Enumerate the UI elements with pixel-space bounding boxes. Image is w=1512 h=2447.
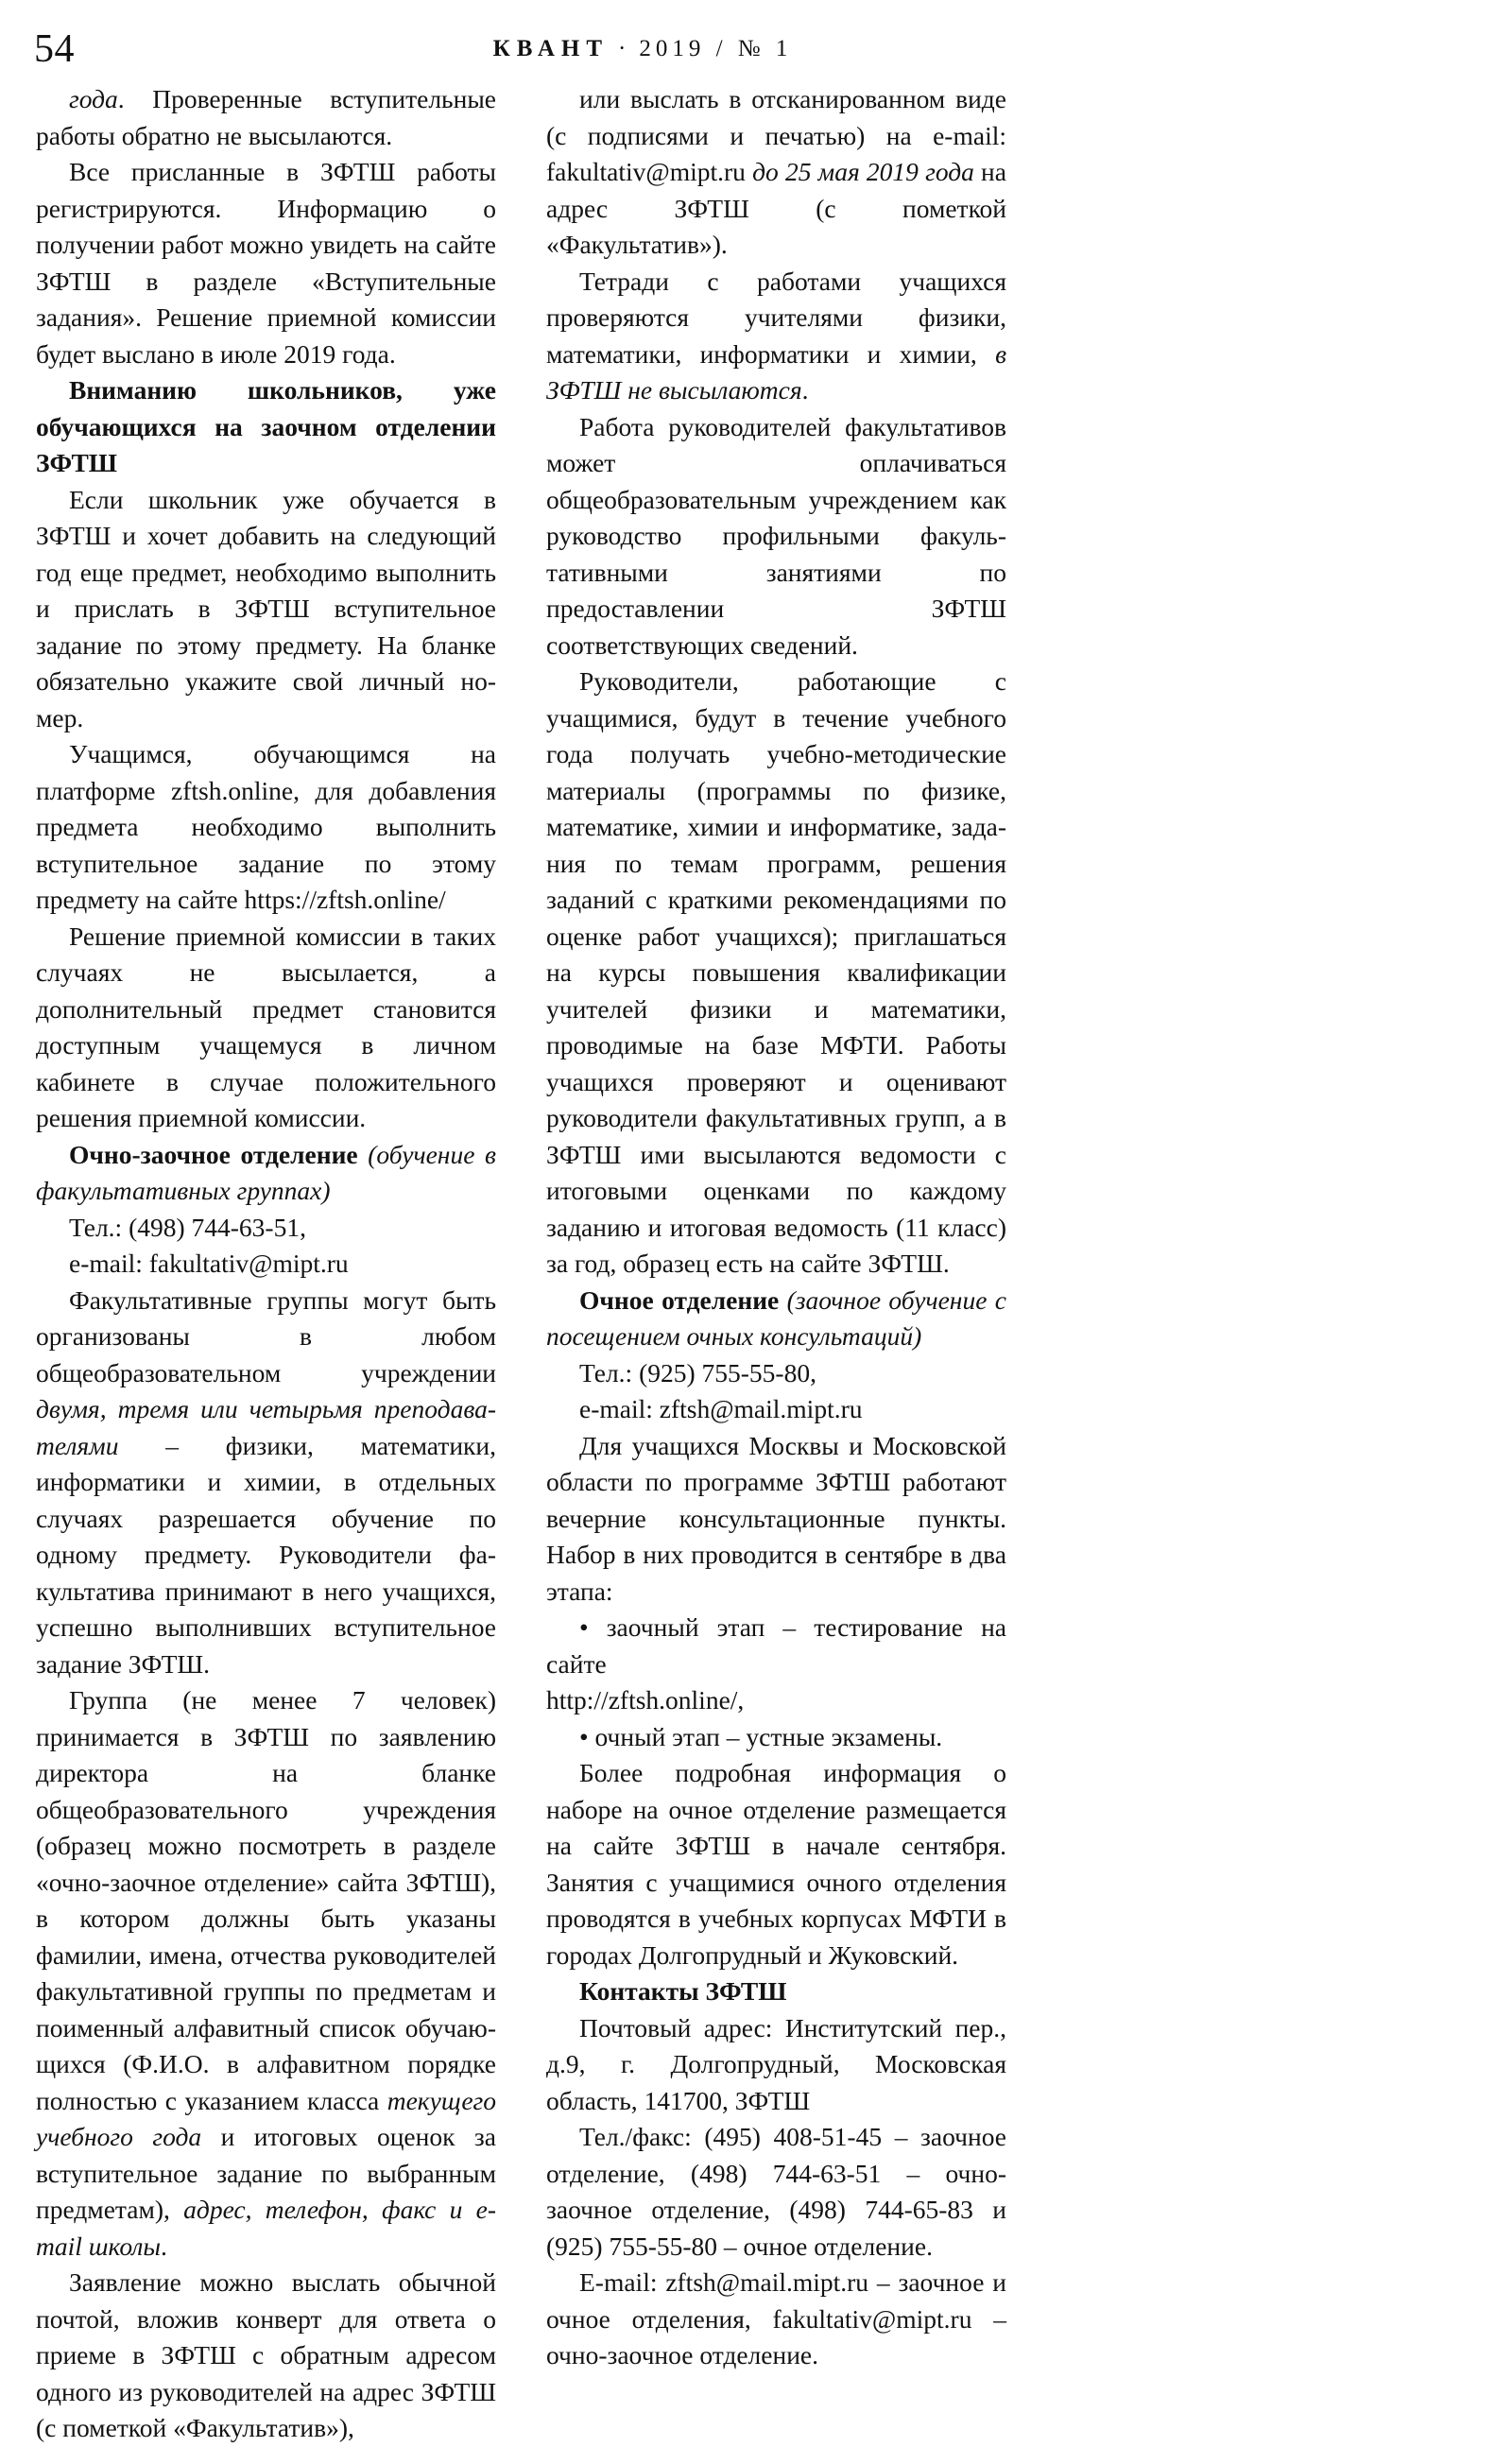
para-emails [546, 2265, 1006, 2374]
emphasis-text: двумя, тремя или четырьмя преподавателями [36, 1394, 496, 1460]
right-column [546, 81, 1006, 2374]
para-scan-email [546, 81, 1006, 264]
emphasis-text: в ЗФТШ не высылаются [546, 338, 1006, 405]
body-text: Более подробная информация о наборе на очное отделение размещается на сайте ЗФТШ в начале сентября. Занятия с учащимися очного отделения проводятся в учебных корпусах МФТИ в городах Долгопрудный и Жуковский. [546, 1758, 1006, 1970]
contact-email-ochnoe: e-mail: zftsh@mail.mipt.ru [579, 1394, 863, 1423]
bullet-zaochny-etap: • заочный этап – тестирование на сайте [546, 1612, 1006, 1679]
section-heading-text: Контакты ЗФТШ [579, 1976, 787, 2006]
right-column-flow-2 [546, 1428, 1006, 1611]
body-text: Если школьник уже обучается в ЗФТШ и хочет добавить на следующий год еще предмет, необходимо выполнить и прислать в ЗФТШ вступительное задание по этому предмету. На бланке обязательно укажите свой личный номер. [36, 484, 496, 732]
left-heading-ochno-zaochnoe-wrap [36, 1137, 496, 1210]
para-checked-works [36, 81, 496, 154]
issue-number: 2019 / № 1 [639, 36, 793, 61]
body-text: Группа (не менее 7 человек) принимается в ЗФТШ по заявлению директора на бланке общеобразовательного учреждения (образец можно посмотреть в разделе «очно-заочное отделение» сайта ЗФТШ), в котором должны быть указаны фамилии, имена, отчества руководителей факультативной группы по предметам и поименный алфавитный список обучающихся (Ф.И.О. в алфавитном порядке полностью с указанием класса [36, 1685, 496, 2115]
para-commission-decision [36, 919, 496, 1137]
body-text: Тетради с работами учащихся проверяются учителями физики, математики, информатики и химии, [546, 266, 1006, 369]
body-text: Решение приемной комиссии в таких случаях не высылается, а дополнительный предмет становится доступным учащемуся в личном кабинете в случае положительного решения приемной комиссии. [36, 921, 496, 1132]
contact-phone-ochno-zaochnoe: Тел.: (498) 744-63-51, [69, 1212, 306, 1242]
heading-ochno-zaochnoe-otdelenie [36, 1137, 496, 1210]
body-text: . [801, 375, 809, 405]
bullet-site-url: http://zftsh.online/, [546, 1685, 745, 1715]
para-postal-address [546, 2010, 1006, 2120]
body-text: Почтовый адрес: Институтский пер., д.9, г. Долгопрудный, Московская область, 141700, ЗФТШ [546, 2012, 1006, 2115]
body-text: Для учащихся Москвы и Московской области по программе ЗФТШ работают вечерние консультационные пункты. Набор в них проводится в сентябре в два этапа: [546, 1430, 1006, 1606]
left-contacts [36, 1210, 496, 1283]
right-column-flow-4 [546, 2010, 1006, 2374]
emphasis-text: адрес, телефон, факс и e-mail школы [36, 2195, 496, 2261]
body-columns [0, 81, 1512, 2442]
heading-contacts-zftsh [546, 1973, 1006, 2010]
para-group-application [36, 1682, 496, 2265]
running-head [0, 25, 1512, 74]
para-registration [36, 154, 496, 372]
right-column-flow-1 [546, 81, 1006, 1283]
body-text: или выслать в отсканированном виде (с подписями и печатью) на e-mail: fakultativ@mipt.ru [546, 84, 1006, 186]
journal-name: КВАНТ [492, 36, 609, 61]
page-number: 54 [34, 27, 75, 71]
header-separator: · [618, 36, 630, 61]
emphasis-text: года [69, 84, 118, 113]
body-text: . [161, 2231, 167, 2261]
para-moscow-consultations [546, 1428, 1006, 1611]
section-heading-text: Очное отделение [579, 1284, 787, 1315]
body-text: Учащимся, обучающимся на платформе zftsh.online, для добавления предмета необходимо выполнить вступительное задание по этому предмету на сайте https://zftsh.online/ [36, 739, 496, 914]
para-more-info [546, 1755, 1006, 1973]
contact-email-ochno-zaochnoe: e-mail: fakultativ@mipt.ru [69, 1249, 349, 1278]
heading-ochnoe-otdelenie [546, 1283, 1006, 1355]
right-bullets [546, 1610, 1006, 1755]
left-column-flow-3 [36, 1283, 496, 2447]
right-contacts [546, 1355, 1006, 1428]
body-text: Все присланные в ЗФТШ работы регистрируются. Информацию о получении работ можно увидеть на сайте ЗФТШ в разделе «Вступительные задания». Решение приемной комиссии будет выслано в июле 2019 года. [36, 157, 496, 369]
emphasis-text: текущего учебного года [36, 2085, 496, 2151]
contact-phone-ochnoe: Тел.: (925) 755-55-80, [579, 1357, 816, 1387]
para-additional-subject [36, 482, 496, 737]
body-text: E-mail: zftsh@mail.mipt.ru – заочное и очное отделения, fakultativ@mipt.ru – очно-заочное отделение. [546, 2267, 1006, 2369]
section-heading-subtitle: (обучение в факультативных группах) [36, 1139, 496, 1205]
body-text: Тел./факс: (495) 408-51-45 – заочное отделение, (498) 744-63-51 – очно-заочное отделение, (498) 744-65-83 и (925) 755-55-80 – очное отделение. [546, 2122, 1006, 2261]
body-text: Заявление можно выслать обычной почтой, вложив конверт для ответа о приеме в ЗФТШ с обратным адресом одного из руководителей на адрес ЗФТШ (с пометкой «Факультатив»), [36, 2267, 496, 2442]
para-payment [546, 409, 1006, 664]
para-fakultativ-groups [36, 1283, 496, 1683]
right-column-flow-3 [546, 1755, 1006, 1973]
body-text: – физики, математики, информатики и химии, в отдельных случаях разрешается обучение по одному предмету. Руководители факультатива принимают в него учащихся, успешно выполнивших вступительное задание ЗФТШ. [36, 1430, 496, 1679]
body-text: Работа руководителей факультативов может оплачиваться общеобразовательным учреждением как руководство профильными факультативными занятиями по предоставлении ЗФТШ соответствующих сведений. [546, 411, 1006, 660]
para-platform [36, 736, 496, 919]
section-heading-text: Очно-заочное отделение [69, 1139, 369, 1169]
para-mail-application [36, 2265, 496, 2447]
left-column-flow-1 [36, 81, 496, 372]
left-column-flow-2 [36, 482, 496, 1137]
left-heading-attention-wrap [36, 372, 496, 482]
para-notebooks [546, 264, 1006, 409]
body-text: Факультативные группы могут быть организованы в любом общеобразовательном учреждении [36, 1284, 496, 1387]
bullet-ochny-etap: • очный этап – устные экзамены. [579, 1721, 943, 1751]
header-title-line [378, 28, 907, 70]
right-heading-contacts-wrap [546, 1973, 1006, 2010]
body-text: Руководители, работающие с учащимися, будут в течение учебного года получать учебно-методические материалы (программы по физике, математике, химии и информатике, задания по темам программ, решения заданий с краткими рекомендациями по оценке работ учащихся); приглашаться на курсы повышения квалификации учителей физики и математики, проводимые на базе МФТИ. Работы учащихся проверяют и оценивают руководители факультативных групп, а в ЗФТШ ими высылаются ведомости с итоговыми оценками по каждому заданию и итоговая ведомость (11 класс) за год, образец есть на сайте ЗФТШ. [546, 666, 1006, 1278]
body-text: . Проверенные вступительные работы обратно не высылаются. [36, 84, 496, 150]
para-phones [546, 2119, 1006, 2265]
para-leaders-materials [546, 663, 1006, 1283]
left-column [36, 81, 496, 2447]
heading-attention-students [36, 372, 496, 482]
right-heading-ochnoe-wrap [546, 1283, 1006, 1355]
section-heading-subtitle: (заочное обучение с посещением очных консультаций) [546, 1284, 1006, 1351]
body-text: на адрес ЗФТШ (с пометкой «Факультатив»). [546, 157, 1006, 259]
section-heading-text: Вниманию школьников, уже обучающихся на заочном отделении ЗФТШ [36, 375, 496, 477]
emphasis-text: до 25 мая 2019 года [752, 157, 974, 186]
body-text: и итоговых оценок за вступительное задание по выбранным предметам), [36, 2122, 496, 2224]
